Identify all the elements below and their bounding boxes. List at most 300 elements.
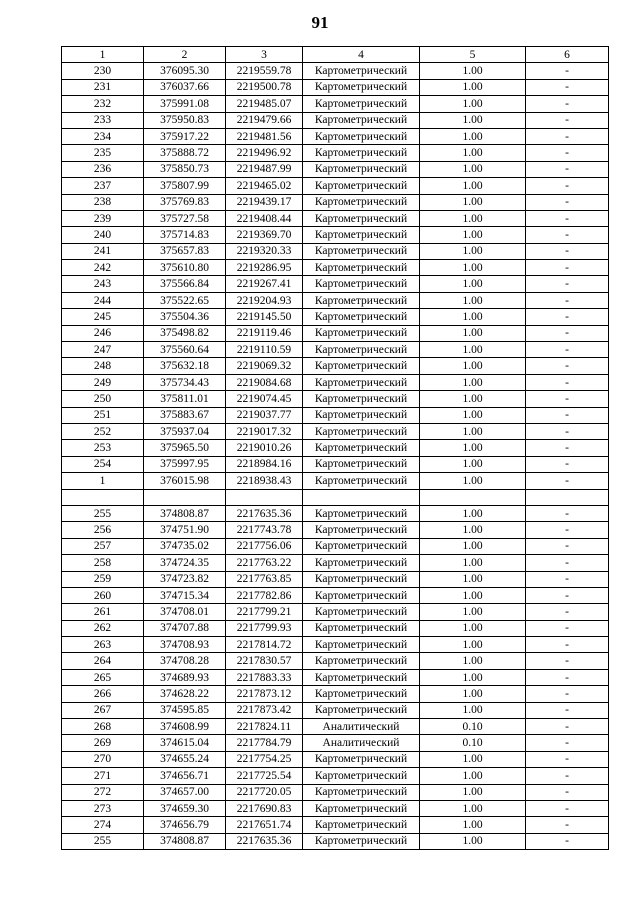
point-number-cell: 265 [62,669,144,685]
y-coordinate-cell: 2217873.12 [226,686,303,702]
x-coordinate-cell: 374689.93 [144,669,226,685]
point-number-cell: 230 [62,63,144,79]
accuracy-cell: 1.00 [420,79,526,95]
point-number-cell: 237 [62,178,144,194]
y-coordinate-cell: 2217690.83 [226,800,303,816]
x-coordinate-cell: 376015.98 [144,473,226,489]
method-cell: Картометрический [303,833,420,849]
x-coordinate-cell: 375504.36 [144,309,226,325]
point-number-cell: 246 [62,325,144,341]
y-coordinate-cell: 2217725.54 [226,768,303,784]
x-coordinate-cell: 375997.95 [144,456,226,472]
note-cell: - [526,833,609,849]
method-cell: Картометрический [303,79,420,95]
method-cell: Картометрический [303,571,420,587]
x-coordinate-cell: 375950.83 [144,112,226,128]
x-coordinate-cell: 375714.83 [144,227,226,243]
table-row [62,653,609,669]
note-cell: - [526,178,609,194]
y-coordinate-cell: 2219369.70 [226,227,303,243]
point-number-cell: 267 [62,702,144,718]
table-row [62,112,609,128]
point-number-cell: 270 [62,751,144,767]
accuracy-cell: 1.00 [420,555,526,571]
point-number-cell: 241 [62,243,144,259]
note-cell: - [526,407,609,423]
method-cell: Картометрический [303,473,420,489]
method-cell: Картометрический [303,505,420,521]
point-number-cell: 248 [62,358,144,374]
point-number-cell: 253 [62,440,144,456]
x-coordinate-cell: 374657.00 [144,784,226,800]
method-cell: Картометрический [303,243,420,259]
table-row [62,669,609,685]
point-number-cell: 254 [62,456,144,472]
accuracy-cell: 1.00 [420,587,526,603]
accuracy-cell: 1.00 [420,292,526,308]
table-row [62,735,609,751]
table-row [62,456,609,472]
point-number-cell: 268 [62,719,144,735]
method-cell: Картометрический [303,423,420,439]
column-header-5: 5 [420,47,526,63]
note-cell: - [526,292,609,308]
accuracy-cell: 1.00 [420,96,526,112]
accuracy-cell: 1.00 [420,751,526,767]
y-coordinate-cell: 2219119.46 [226,325,303,341]
y-coordinate-cell: 2219110.59 [226,342,303,358]
method-cell: Картометрический [303,178,420,194]
note-cell: - [526,63,609,79]
note-cell: - [526,522,609,538]
y-coordinate-cell: 2219204.93 [226,292,303,308]
point-number-cell: 255 [62,833,144,849]
x-coordinate-cell: 374708.28 [144,653,226,669]
note-cell [526,489,609,505]
y-coordinate-cell: 2217763.85 [226,571,303,587]
point-number-cell: 273 [62,800,144,816]
point-number-cell: 235 [62,145,144,161]
accuracy-cell: 1.00 [420,686,526,702]
point-number-cell: 243 [62,276,144,292]
x-coordinate-cell: 375965.50 [144,440,226,456]
method-cell: Картометрический [303,637,420,653]
column-header-3: 3 [226,47,303,63]
y-coordinate-cell: 2217824.11 [226,719,303,735]
accuracy-cell: 1.00 [420,407,526,423]
note-cell: - [526,440,609,456]
note-cell: - [526,161,609,177]
accuracy-cell: 1.00 [420,522,526,538]
accuracy-cell: 1.00 [420,161,526,177]
x-coordinate-cell: 375888.72 [144,145,226,161]
table-row [62,505,609,521]
y-coordinate-cell: 2217782.86 [226,587,303,603]
x-coordinate-cell: 375632.18 [144,358,226,374]
point-number-cell: 272 [62,784,144,800]
table-row [62,178,609,194]
note-cell: - [526,719,609,735]
note-cell: - [526,276,609,292]
accuracy-cell: 1.00 [420,423,526,439]
note-cell: - [526,620,609,636]
accuracy-cell: 1.00 [420,702,526,718]
accuracy-cell: 1.00 [420,768,526,784]
table-header [62,47,609,63]
point-number-cell: 274 [62,817,144,833]
x-coordinate-cell: 375657.83 [144,243,226,259]
accuracy-cell: 1.00 [420,604,526,620]
y-coordinate-cell [226,489,303,505]
accuracy-cell: 1.00 [420,243,526,259]
note-cell: - [526,342,609,358]
x-coordinate-cell: 374708.01 [144,604,226,620]
point-number-cell: 269 [62,735,144,751]
point-number-cell: 250 [62,391,144,407]
note-cell: - [526,817,609,833]
y-coordinate-cell: 2217814.72 [226,637,303,653]
point-number-cell: 238 [62,194,144,210]
x-coordinate-cell: 375883.67 [144,407,226,423]
point-number-cell: 249 [62,374,144,390]
method-cell: Картометрический [303,669,420,685]
table-row [62,96,609,112]
accuracy-cell: 1.00 [420,227,526,243]
accuracy-cell: 1.00 [420,210,526,226]
table-row [62,522,609,538]
method-cell: Аналитический [303,719,420,735]
page-number: 91 [311,13,329,32]
point-number-cell: 256 [62,522,144,538]
x-coordinate-cell: 375560.64 [144,342,226,358]
method-cell: Картометрический [303,63,420,79]
accuracy-cell: 0.10 [420,735,526,751]
table-row [62,145,609,161]
note-cell: - [526,702,609,718]
y-coordinate-cell: 2217883.33 [226,669,303,685]
x-coordinate-cell: 374655.24 [144,751,226,767]
note-cell: - [526,96,609,112]
column-header-2: 2 [144,47,226,63]
point-number-cell: 261 [62,604,144,620]
y-coordinate-cell: 2217784.79 [226,735,303,751]
note-cell: - [526,768,609,784]
x-coordinate-cell: 374751.90 [144,522,226,538]
method-cell: Картометрический [303,686,420,702]
point-number-cell: 245 [62,309,144,325]
x-coordinate-cell: 374735.02 [144,538,226,554]
method-cell: Картометрический [303,210,420,226]
table-row [62,63,609,79]
table-row [62,391,609,407]
table-header-row [62,47,609,63]
point-number-cell: 255 [62,505,144,521]
table-row [62,358,609,374]
point-number-cell: 236 [62,161,144,177]
table-row [62,768,609,784]
x-coordinate-cell: 374708.93 [144,637,226,653]
table-row [62,817,609,833]
method-cell: Аналитический [303,735,420,751]
y-coordinate-cell: 2217756.06 [226,538,303,554]
method-cell: Картометрический [303,440,420,456]
y-coordinate-cell: 2218938.43 [226,473,303,489]
method-cell: Картометрический [303,768,420,784]
table-row [62,260,609,276]
y-coordinate-cell: 2217720.05 [226,784,303,800]
y-coordinate-cell: 2219069.32 [226,358,303,374]
point-number-cell: 1 [62,473,144,489]
accuracy-cell: 1.00 [420,325,526,341]
note-cell: - [526,243,609,259]
point-number-cell: 240 [62,227,144,243]
table-row [62,423,609,439]
x-coordinate-cell: 375566.84 [144,276,226,292]
point-number-cell: 233 [62,112,144,128]
method-cell: Картометрический [303,260,420,276]
x-coordinate-cell: 375610.80 [144,260,226,276]
y-coordinate-cell: 2219267.41 [226,276,303,292]
x-coordinate-cell: 374628.22 [144,686,226,702]
accuracy-cell: 1.00 [420,571,526,587]
x-coordinate-cell: 375498.82 [144,325,226,341]
table-row [62,243,609,259]
point-number-cell: 260 [62,587,144,603]
x-coordinate-cell: 374595.85 [144,702,226,718]
note-cell: - [526,735,609,751]
note-cell: - [526,784,609,800]
method-cell: Картометрический [303,112,420,128]
y-coordinate-cell: 2217873.42 [226,702,303,718]
x-coordinate-cell [144,489,226,505]
method-cell: Картометрический [303,751,420,767]
point-number-cell [62,489,144,505]
x-coordinate-cell: 374808.87 [144,505,226,521]
accuracy-cell: 1.00 [420,374,526,390]
method-cell: Картометрический [303,227,420,243]
note-cell: - [526,473,609,489]
method-cell: Картометрический [303,587,420,603]
coordinates-table [61,46,609,850]
accuracy-cell: 1.00 [420,620,526,636]
x-coordinate-cell: 374723.82 [144,571,226,587]
y-coordinate-cell: 2219481.56 [226,128,303,144]
method-cell: Картометрический [303,128,420,144]
y-coordinate-cell: 2217799.93 [226,620,303,636]
table-row [62,784,609,800]
accuracy-cell: 1.00 [420,178,526,194]
method-cell: Картометрический [303,604,420,620]
accuracy-cell: 1.00 [420,391,526,407]
point-number-cell: 258 [62,555,144,571]
method-cell: Картометрический [303,538,420,554]
method-cell: Картометрический [303,292,420,308]
point-number-cell: 247 [62,342,144,358]
accuracy-cell: 1.00 [420,833,526,849]
table-row [62,555,609,571]
accuracy-cell: 1.00 [420,260,526,276]
x-coordinate-cell: 376095.30 [144,63,226,79]
note-cell: - [526,587,609,603]
method-cell: Картометрический [303,702,420,718]
accuracy-cell [420,489,526,505]
column-header-1: 1 [62,47,144,63]
note-cell: - [526,653,609,669]
accuracy-cell: 1.00 [420,653,526,669]
method-cell: Картометрический [303,276,420,292]
note-cell: - [526,128,609,144]
accuracy-cell: 1.00 [420,817,526,833]
note-cell: - [526,669,609,685]
note-cell: - [526,194,609,210]
table-row [62,374,609,390]
table-row [62,800,609,816]
column-header-4: 4 [303,47,420,63]
accuracy-cell: 1.00 [420,456,526,472]
note-cell: - [526,571,609,587]
point-number-cell: 232 [62,96,144,112]
accuracy-cell: 0.10 [420,719,526,735]
y-coordinate-cell: 2219487.99 [226,161,303,177]
table-row [62,473,609,489]
table-row [62,79,609,95]
x-coordinate-cell: 375811.01 [144,391,226,407]
note-cell: - [526,751,609,767]
accuracy-cell: 1.00 [420,342,526,358]
x-coordinate-cell: 374615.04 [144,735,226,751]
method-cell: Картометрический [303,800,420,816]
note-cell: - [526,309,609,325]
table-row [62,686,609,702]
point-number-cell: 264 [62,653,144,669]
method-cell: Картометрический [303,96,420,112]
accuracy-cell: 1.00 [420,538,526,554]
y-coordinate-cell: 2219286.95 [226,260,303,276]
y-coordinate-cell: 2219500.78 [226,79,303,95]
accuracy-cell: 1.00 [420,194,526,210]
x-coordinate-cell: 375734.43 [144,374,226,390]
y-coordinate-cell: 2219145.50 [226,309,303,325]
accuracy-cell: 1.00 [420,505,526,521]
point-number-cell: 266 [62,686,144,702]
table-row [62,309,609,325]
method-cell: Картометрический [303,325,420,341]
table-row [62,489,609,505]
table-row [62,719,609,735]
point-number-cell: 239 [62,210,144,226]
accuracy-cell: 1.00 [420,784,526,800]
table-row [62,325,609,341]
point-number-cell: 252 [62,423,144,439]
method-cell: Картометрический [303,145,420,161]
table-row [62,292,609,308]
note-cell: - [526,391,609,407]
accuracy-cell: 1.00 [420,473,526,489]
table-row [62,620,609,636]
x-coordinate-cell: 374707.88 [144,620,226,636]
note-cell: - [526,637,609,653]
x-coordinate-cell: 375727.58 [144,210,226,226]
table-row [62,604,609,620]
note-cell: - [526,423,609,439]
note-cell: - [526,325,609,341]
table-body [62,63,609,850]
accuracy-cell: 1.00 [420,669,526,685]
point-number-cell: 234 [62,128,144,144]
note-cell: - [526,260,609,276]
accuracy-cell: 1.00 [420,358,526,374]
note-cell: - [526,145,609,161]
accuracy-cell: 1.00 [420,63,526,79]
table-row [62,161,609,177]
y-coordinate-cell: 2219320.33 [226,243,303,259]
y-coordinate-cell: 2217635.36 [226,505,303,521]
table-row [62,227,609,243]
note-cell: - [526,505,609,521]
method-cell: Картометрический [303,194,420,210]
x-coordinate-cell: 374656.79 [144,817,226,833]
y-coordinate-cell: 2219408.44 [226,210,303,226]
point-number-cell: 259 [62,571,144,587]
y-coordinate-cell: 2219037.77 [226,407,303,423]
table-row [62,194,609,210]
x-coordinate-cell: 375850.73 [144,161,226,177]
point-number-cell: 242 [62,260,144,276]
x-coordinate-cell: 374656.71 [144,768,226,784]
x-coordinate-cell: 374724.35 [144,555,226,571]
y-coordinate-cell: 2219017.32 [226,423,303,439]
y-coordinate-cell: 2219496.92 [226,145,303,161]
point-number-cell: 262 [62,620,144,636]
table-row [62,833,609,849]
table-row [62,571,609,587]
point-number-cell: 251 [62,407,144,423]
y-coordinate-cell: 2217830.57 [226,653,303,669]
table-row [62,702,609,718]
x-coordinate-cell: 375807.99 [144,178,226,194]
y-coordinate-cell: 2219465.02 [226,178,303,194]
x-coordinate-cell: 375937.04 [144,423,226,439]
y-coordinate-cell: 2219485.07 [226,96,303,112]
accuracy-cell: 1.00 [420,637,526,653]
method-cell: Картометрический [303,456,420,472]
method-cell: Картометрический [303,653,420,669]
table-row [62,276,609,292]
method-cell: Картометрический [303,391,420,407]
note-cell: - [526,374,609,390]
y-coordinate-cell: 2219439.17 [226,194,303,210]
table-row [62,342,609,358]
method-cell: Картометрический [303,620,420,636]
y-coordinate-cell: 2219479.66 [226,112,303,128]
x-coordinate-cell: 376037.66 [144,79,226,95]
x-coordinate-cell: 375991.08 [144,96,226,112]
point-number-cell: 271 [62,768,144,784]
y-coordinate-cell: 2218984.16 [226,456,303,472]
method-cell: Картометрический [303,784,420,800]
y-coordinate-cell: 2219010.26 [226,440,303,456]
method-cell [303,489,420,505]
table-row [62,637,609,653]
note-cell: - [526,686,609,702]
table-row [62,210,609,226]
table-row [62,407,609,423]
x-coordinate-cell: 375769.83 [144,194,226,210]
point-number-cell: 257 [62,538,144,554]
column-header-6: 6 [526,47,609,63]
x-coordinate-cell: 374659.30 [144,800,226,816]
x-coordinate-cell: 375917.22 [144,128,226,144]
